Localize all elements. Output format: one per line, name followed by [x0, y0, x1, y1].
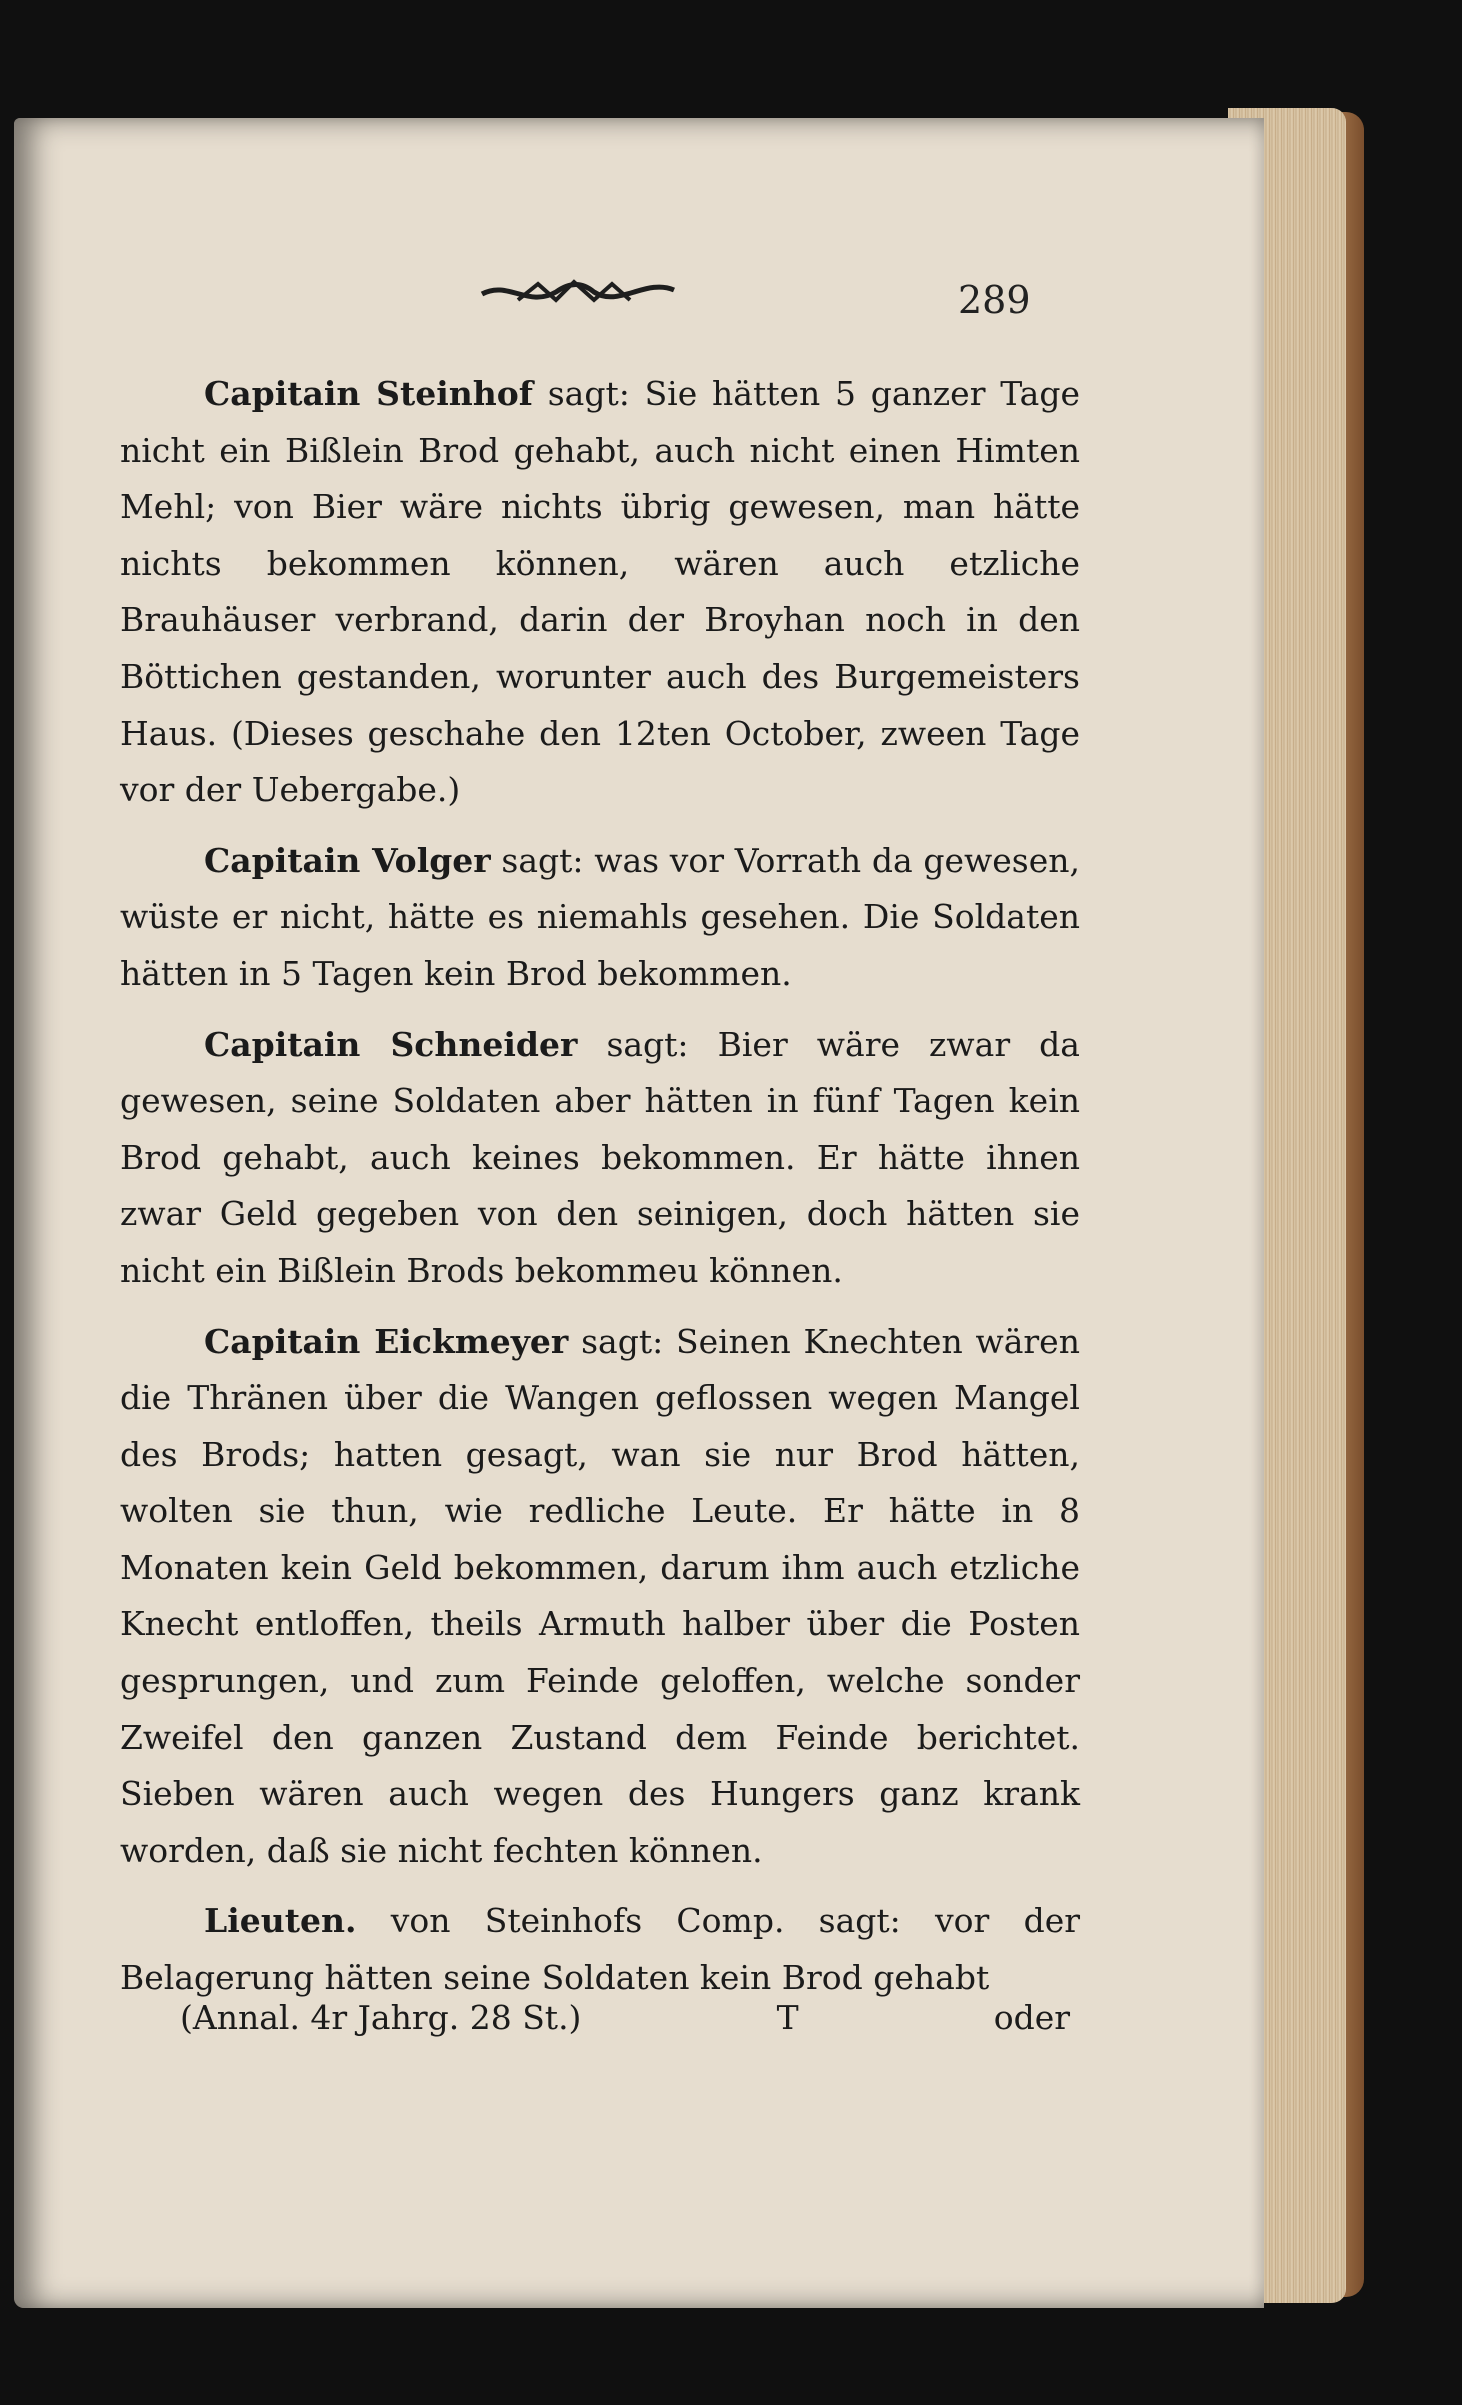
paragraph-text: sagt: Bier wäre zwar da gewesen, seine Soldaten aber hätten in fünf Tagen kein Brod gehabt, auch keines bekommen. Er hätte ihnen zwar Geld gegeben von den seinigen, doch hätten sie nicht ein Bißlein Brods bekommeu können. — [120, 1024, 1080, 1290]
paragraph — [120, 1017, 1080, 1300]
speaker-name: Capitain Eickmeyer — [204, 1321, 569, 1361]
paragraph-text: sagt: was vor Vorrath da gewesen, wüste er nicht, hätte es niemahls gesehen. Die Soldaten hätten in 5 Tagen kein Brod bekommen. — [120, 840, 1080, 993]
paragraph — [120, 1314, 1080, 1880]
ornament-icon — [478, 270, 678, 316]
paragraph-text: von Steinhofs Comp. sagt: vor der Belagerung hätten seine Soldaten kein Brod gehabt — [120, 1901, 1080, 1998]
speaker-name: Capitain Volger — [204, 840, 491, 880]
page-number: 289 — [958, 278, 1031, 322]
speaker-name: Lieuten. — [204, 1901, 357, 1941]
paragraph-text: sagt: Sie hätten 5 ganzer Tage nicht ein Bißlein Brod gehabt, auch nicht einen Himten Mehl; von Bier wäre nichts übrig gewesen, man hätte nichts bekommen können, wären auch etzliche Brauhäuser verbrand, darin der Broyhan noch in den Böttichen gestanden, worunter auch des Burgemeisters Haus. (Dieses geschahe den 12ten October, zween Tage vor der Uebergabe.) — [120, 374, 1080, 810]
signature-mark: T — [776, 1998, 799, 2037]
speaker-name: Capitain Steinhof — [204, 374, 533, 413]
catchword: oder — [993, 1998, 1070, 2037]
speaker-name: Capitain Schneider — [204, 1024, 578, 1064]
body-text — [120, 366, 1080, 2021]
paragraph — [120, 833, 1080, 1003]
paragraph — [120, 1893, 1080, 2006]
page-footer — [180, 1998, 1070, 2037]
paragraph — [120, 366, 1080, 819]
signature-reference: (Annal. 4r Jahrg. 28 St.) — [180, 1998, 582, 2037]
paragraph-text: sagt: Seinen Knechten wären die Thränen über die Wangen geflossen wegen Mangel des Brods; hatten gesagt, wan sie nur Brod hätten, wolten sie thun, wie redliche Leute. Er hätte in 8 Monaten kein Geld bekommen, darum ihm auch etzliche Knecht entloffen, theils Armuth halber über die Posten gesprungen, und zum Feinde geloffen, welche sonder Zweifel den ganzen Zustand dem Feinde berichtet. Sieben wären auch wegen des Hungers ganz krank worden, daß sie nicht fechten können. — [120, 1321, 1080, 1870]
